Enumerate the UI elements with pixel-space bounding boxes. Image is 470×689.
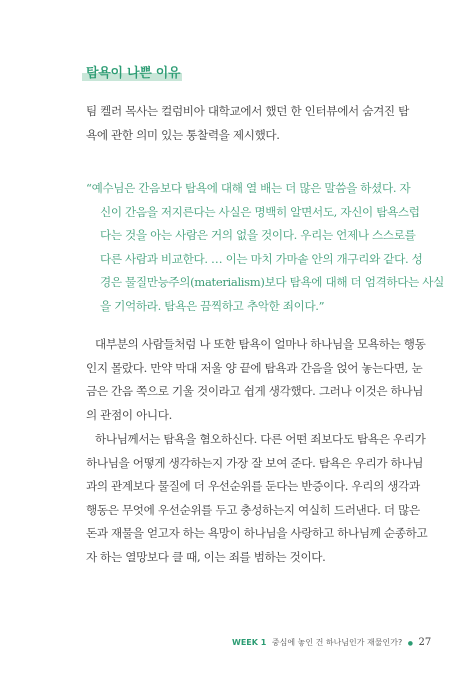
paragraph-line: 금은 간음 쪽으로 기울 것이라고 쉽게 생각했다. 그러나 이것은 하나님 xyxy=(86,384,424,398)
section-heading: 탐욕이 나쁜 이유 xyxy=(86,66,181,81)
footer-separator-dot: ● xyxy=(407,640,413,647)
intro-line: 욕에 관한 의미 있는 통찰력을 제시했다. xyxy=(86,127,280,142)
quote-line: 을 기억하라. 탐욕은 끔찍하고 추악한 죄이다.” xyxy=(100,298,325,313)
quote-line: “예수님은 간음보다 탐욕에 대해 열 배는 더 많은 말씀을 하셨다. 자 xyxy=(86,181,411,195)
paragraph-line: 행동은 무엇에 우선순위를 두고 충성하는지 여실히 드러낸다. 더 많은 xyxy=(86,502,420,517)
section-heading-block xyxy=(86,62,180,81)
quote-line: 다른 사람과 비교한다. … 이는 마치 가마솥 안의 개구리와 같다. 성 xyxy=(100,251,423,266)
quote-line: 경은 물질만능주의(materialism)보다 탐욕에 대해 더 엄격하다는 사실 xyxy=(100,275,444,289)
paragraph-line: 대부분의 사람들처럼 나 또한 탐욕이 얼마나 하나님을 모욕하는 행동 xyxy=(95,337,426,351)
paragraph-line: 의 관점이 아니다. xyxy=(86,407,172,422)
page-number: 27 xyxy=(418,637,432,648)
quote-line: 다는 것을 아는 사람은 거의 없을 것이다. 우리는 언제나 스스로를 xyxy=(100,228,416,242)
footer-week-label: WEEK 1 xyxy=(232,638,267,647)
block-quote xyxy=(86,177,444,318)
page-footer xyxy=(232,637,432,648)
intro-line: 팀 켈러 목사는 컬럼비아 대학교에서 했던 한 인터뷰에서 숨겨진 탐 xyxy=(86,104,409,118)
quote-line: 신이 간음을 저지른다는 사실은 명백히 알면서도, 자신이 탐욕스럽 xyxy=(100,204,420,219)
paragraph-line: 돈과 재물을 얻고자 하는 욕망이 하나님을 사랑하고 하나님께 순종하고 xyxy=(86,526,428,540)
body-paragraph xyxy=(86,333,426,427)
paragraph-line: 자 하는 열망보다 클 때, 이는 죄를 범하는 것이다. xyxy=(86,549,326,564)
paragraph-line: 하나님을 어떻게 생각하는지 가장 잘 보여 준다. 탐욕은 우리가 하나님 xyxy=(86,455,424,470)
intro-paragraph xyxy=(86,100,414,147)
paragraph-line: 하나님께서는 탐욕을 혐오하신다. 다른 어떤 죄보다도 탐욕은 우리가 xyxy=(95,432,426,446)
paragraph-line: 인지 몰랐다. 만약 막대 저울 양 끝에 탐욕과 간음을 얹어 놓는다면, 눈 xyxy=(86,360,423,375)
footer-title: 중심에 놓인 건 하나님인가 재물인가? xyxy=(271,638,403,647)
paragraph-line: 과의 관계보다 물질에 더 우선순위를 둔다는 반증이다. 우리의 생각과 xyxy=(86,479,420,493)
body-paragraph xyxy=(86,428,428,569)
